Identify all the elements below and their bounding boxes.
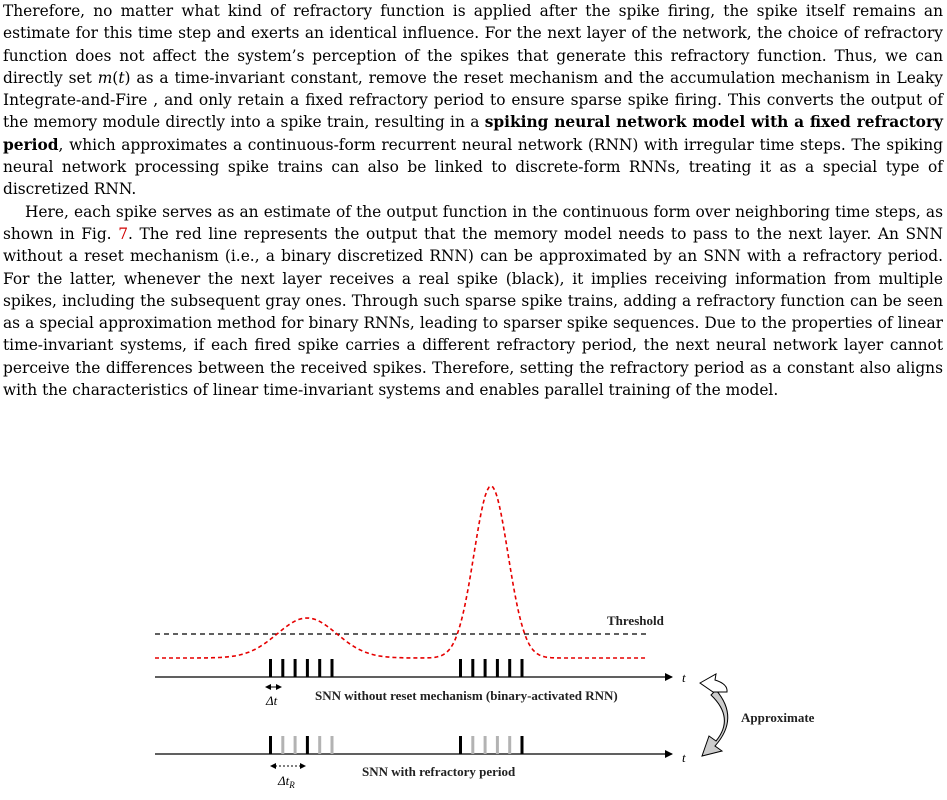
top-spike-train xyxy=(269,659,524,677)
text-run: , which approximates a continuous-form recurrent neural network (RNN) with irregular time steps. The spiking neural network processing spike trains can also be linked to discrete-form RNNs, treating it as a special type of discretized RNN. xyxy=(3,135,943,199)
text-run: t xyxy=(118,68,125,87)
text-run: m xyxy=(97,68,113,87)
gray-spike xyxy=(508,736,511,754)
real-spike xyxy=(281,659,284,677)
gray-spike xyxy=(331,736,334,754)
bottom-axis-t-label: t xyxy=(682,750,686,765)
bottom-train-label: SNN with refractory period xyxy=(362,764,516,779)
real-spike xyxy=(294,659,297,677)
real-spike xyxy=(306,659,309,677)
real-spike xyxy=(306,736,309,754)
real-spike xyxy=(521,659,524,677)
paragraph xyxy=(3,0,943,201)
gray-spike xyxy=(318,736,321,754)
real-spike xyxy=(471,659,474,677)
real-spike xyxy=(496,659,499,677)
figure-ref-link[interactable]: 7 xyxy=(118,224,128,243)
bottom-spike-train xyxy=(269,736,524,754)
real-spike xyxy=(484,659,487,677)
text-run: . The red line represents the output that the memory model needs to pass to the next layer. An SNN without a reset mechanism (i.e., a binary discretized RNN) can be approximated by an SNN with a refractory period. For the latter, whenever the next layer receives a real spike (black), it implies receiving information from multiple spikes, including the subsequent gray ones. Through such sparse spike trains, adding a refractory function can be seen as a special approximation method for binary RNNs, leading to sparser spike sequences. Due to the properties of linear time-invariant systems, if each fired spike carries a different refractory period, the next neural network layer cannot perceive the differences between the received spikes. Therefore, setting the refractory period as a constant also aligns with the characteristics of linear time-invariant systems and enables parallel training of the model. xyxy=(3,224,943,400)
gray-spike xyxy=(294,736,297,754)
paragraph xyxy=(3,201,943,402)
gray-spike xyxy=(471,736,474,754)
approximate-arrow-head xyxy=(700,674,727,692)
figure-refractory-approximation xyxy=(0,478,947,800)
real-spike xyxy=(459,736,462,754)
delta-t-label: Δt xyxy=(266,693,278,708)
top-train-label: SNN without reset mechanism (binary-activated RNN) xyxy=(315,688,618,703)
text-run: ) as a time-invariant constant, remove the reset mechanism and the accumulation mechanism in Leaky Integrate-and-Fire , and only retain a fixed refractory period to ensure sparse spike firing. This converts the output of the memory module directly into a spike train, resulting in a xyxy=(3,68,944,132)
figure-svg xyxy=(0,478,947,800)
real-spike xyxy=(269,736,272,754)
real-spike xyxy=(269,659,272,677)
approximate-curved-arrow xyxy=(702,690,728,756)
threshold-label: Threshold xyxy=(607,613,664,628)
gray-spike xyxy=(484,736,487,754)
top-axis-t-label: t xyxy=(682,670,686,685)
delta-tr-label: $\Delta t_R$ xyxy=(278,773,295,790)
real-spike xyxy=(318,659,321,677)
gray-spike xyxy=(496,736,499,754)
text-run: Here, each spike serves as an estimate of the output function in the continuous form over neighboring time steps, as shown in Fig. xyxy=(3,202,943,243)
gray-spike xyxy=(281,736,284,754)
real-spike xyxy=(459,659,462,677)
text-run: spiking neural network model with a fixed refractory period xyxy=(3,113,943,154)
real-spike xyxy=(521,736,524,754)
approximate-label: Approximate xyxy=(741,710,815,725)
text-run: Therefore, no matter what kind of refractory function is applied after the spike firing, the spike itself remains an estimate for this time step and exerts an identical influence. For the next layer of the network, the choice of refractory function does not affect the system’s perception of the spikes that generate this refractory function. Thus, we can directly set xyxy=(3,2,943,87)
real-spike xyxy=(508,659,511,677)
body-text xyxy=(3,0,943,401)
text-run: ( xyxy=(112,68,119,87)
real-spike xyxy=(331,659,334,677)
output-curve xyxy=(155,486,647,658)
